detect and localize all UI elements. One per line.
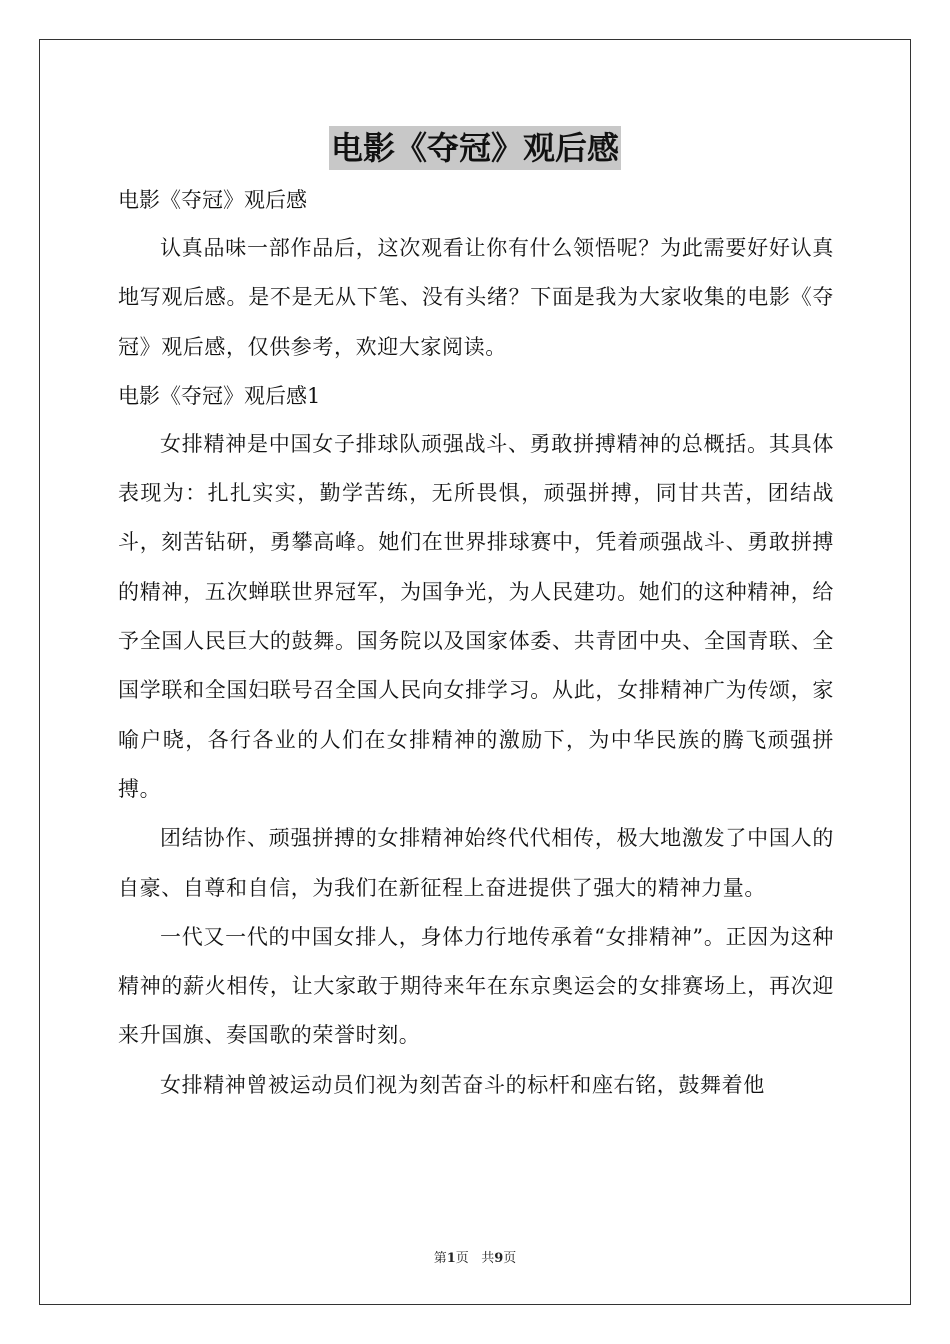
body-paragraph: 女排精神曾被运动员们视为刻苦奋斗的标杆和座右铭，鼓舞着他 — [160, 1072, 765, 1097]
document-body — [118, 176, 834, 1110]
page-footer — [0, 1247, 950, 1266]
page-number-mid: 页 共 — [455, 1251, 495, 1266]
document-subtitle: 电影《夺冠》观后感 — [118, 188, 307, 212]
page-number-prefix: 第 — [433, 1251, 447, 1266]
document-title: 电影《夺冠》观后感 — [329, 126, 621, 170]
body-paragraph: 女排精神是中国女子排球队顽强战斗、勇敢拼搏精神的总概括。其具体表现为：扎扎实实，勤学苦练，无所畏惧，顽强拼搏，同甘共苦，团结战斗，刻苦钻研，勇攀高峰。她们在世界排球赛中，凭着顽强战斗、勇敢拼搏的精神，五次蝉联世界冠军，为国争光，为人民建功。她们的这种精神，给予全国人民巨大的鼓舞。国务院以及国家体委、共青团中央、全国青联、全国学联和全国妇联号召全国人民向女排学习。从此，女排精神广为传颂，家喻户晓，各行各业的人们在女排精神的激励下，为中华民族的腾飞顽强拼搏。 — [118, 431, 834, 801]
current-page-number: 1 — [446, 1251, 456, 1266]
intro-paragraph: 认真品味一部作品后，这次观看让你有什么领悟呢？为此需要好好认真地写观后感。是不是无从下笔、没有头绪？下面是我为大家收集的电影《夺冠》观后感，仅供参考，欢迎大家阅读。 — [118, 236, 834, 359]
total-page-count: 9 — [494, 1251, 504, 1266]
section-heading: 电影《夺冠》观后感1 — [118, 383, 321, 408]
page-number-suffix: 页 — [503, 1251, 517, 1266]
title-wrap — [0, 126, 950, 170]
body-paragraph: 团结协作、顽强拼搏的女排精神始终代代相传，极大地激发了中国人的自豪、自尊和自信，为我们在新征程上奋进提供了强大的精神力量。 — [118, 826, 834, 900]
body-paragraph: 一代又一代的中国女排人，身体力行地传承着“女排精神”。正因为这种精神的薪火相传，让大家敢于期待来年在东京奥运会的女排赛场上，再次迎来升国旗、奏国歌的荣誉时刻。 — [118, 924, 834, 1048]
